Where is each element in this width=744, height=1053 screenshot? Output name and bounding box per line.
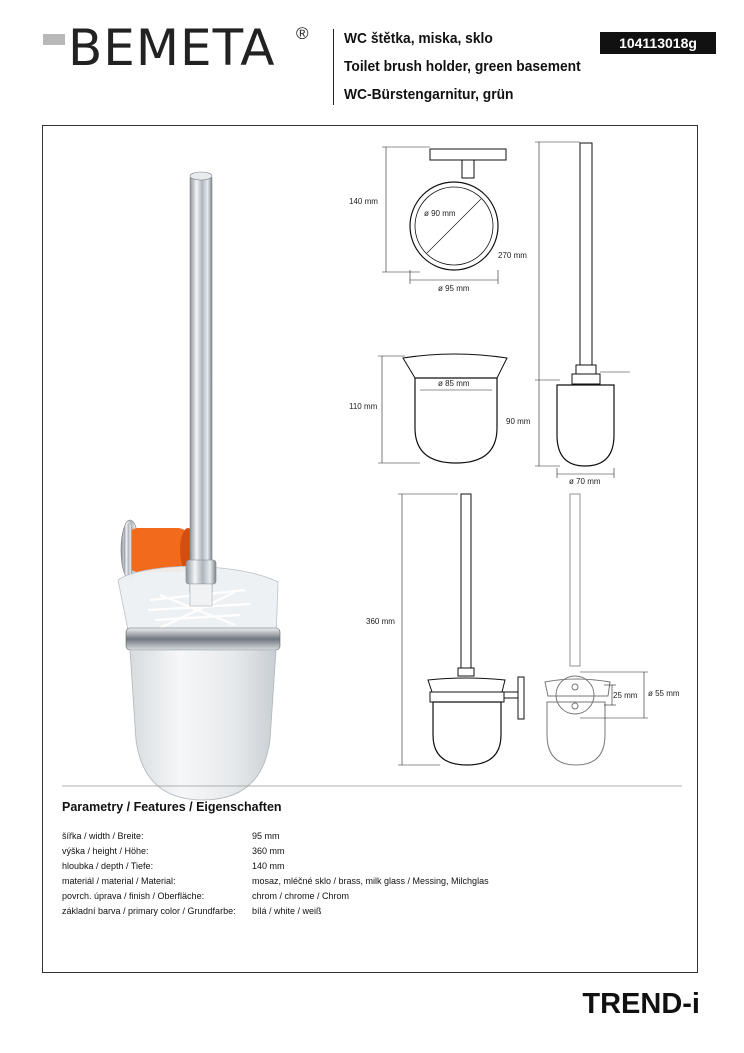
spec-label-color: základní barva / primary color / Grundfarbe: [62, 906, 236, 916]
dim-head-diameter: ø 70 mm [569, 477, 601, 486]
spec-value-color: bílá / white / weiß [252, 906, 322, 916]
spec-label-finish: povrch. úprava / finish / Oberfläche: [62, 891, 205, 901]
spec-value-height: 360 mm [252, 846, 285, 856]
dim-brush-length: 270 mm [498, 251, 527, 260]
spec-value-material: mosaz, mléčné sklo / brass, milk glass / Messing, Milchglas [252, 876, 489, 886]
spec-label-height: výška / height / Höhe: [62, 846, 149, 856]
series-name: TREND-i [582, 988, 700, 1020]
orange-base-disc [128, 528, 188, 572]
dim-lines-side [398, 494, 458, 765]
dim-ring-diameter: ø 90 mm [424, 209, 456, 218]
brand-logo: BEMETA [68, 19, 276, 77]
spec-value-finish: chrom / chrome / Chrom [252, 891, 350, 901]
spec-value-width: 95 mm [252, 831, 280, 841]
brush-handle [190, 175, 212, 595]
features-title: Parametry / Features / Eigenschaften [62, 800, 282, 814]
product-photo [118, 172, 280, 800]
spec-label-material: materiál / material / Material: [62, 876, 176, 886]
spec-label-width: šířka / width / Breite: [62, 831, 144, 841]
spec-label-depth: hloubka / depth / Tiefe: [62, 861, 154, 871]
product-title-cz: WC štětka, miska, sklo [344, 30, 493, 47]
dim-cup-height: 110 mm [349, 402, 378, 411]
dim-cup-diameter: ø 85 mm [438, 379, 470, 388]
chrome-ring [126, 628, 280, 650]
spec-value-depth: 140 mm [252, 861, 285, 871]
product-title-en: Toilet brush holder, green basement [344, 58, 581, 75]
drawing-side-view [428, 494, 524, 765]
dim-top-height: 140 mm [349, 197, 378, 206]
dim-head-height: 90 mm [506, 417, 531, 426]
dim-mount-height: 25 mm [613, 691, 638, 700]
product-code-badge: 104113018g [600, 32, 716, 54]
dim-ring-outer: ø 95 mm [438, 284, 470, 293]
product-title-de: WC-Bürstengarnitur, grün [344, 86, 514, 103]
dim-total-height: 360 mm [366, 617, 395, 626]
registered-mark: ® [296, 24, 309, 43]
dim-mount-diameter: ø 55 mm [648, 689, 680, 698]
dim-lines-cup [378, 356, 492, 463]
dim-lines-brush [535, 142, 630, 478]
drawing-rear-view [545, 494, 610, 765]
drawing-cup [403, 354, 507, 463]
drawing-brush [557, 143, 614, 466]
